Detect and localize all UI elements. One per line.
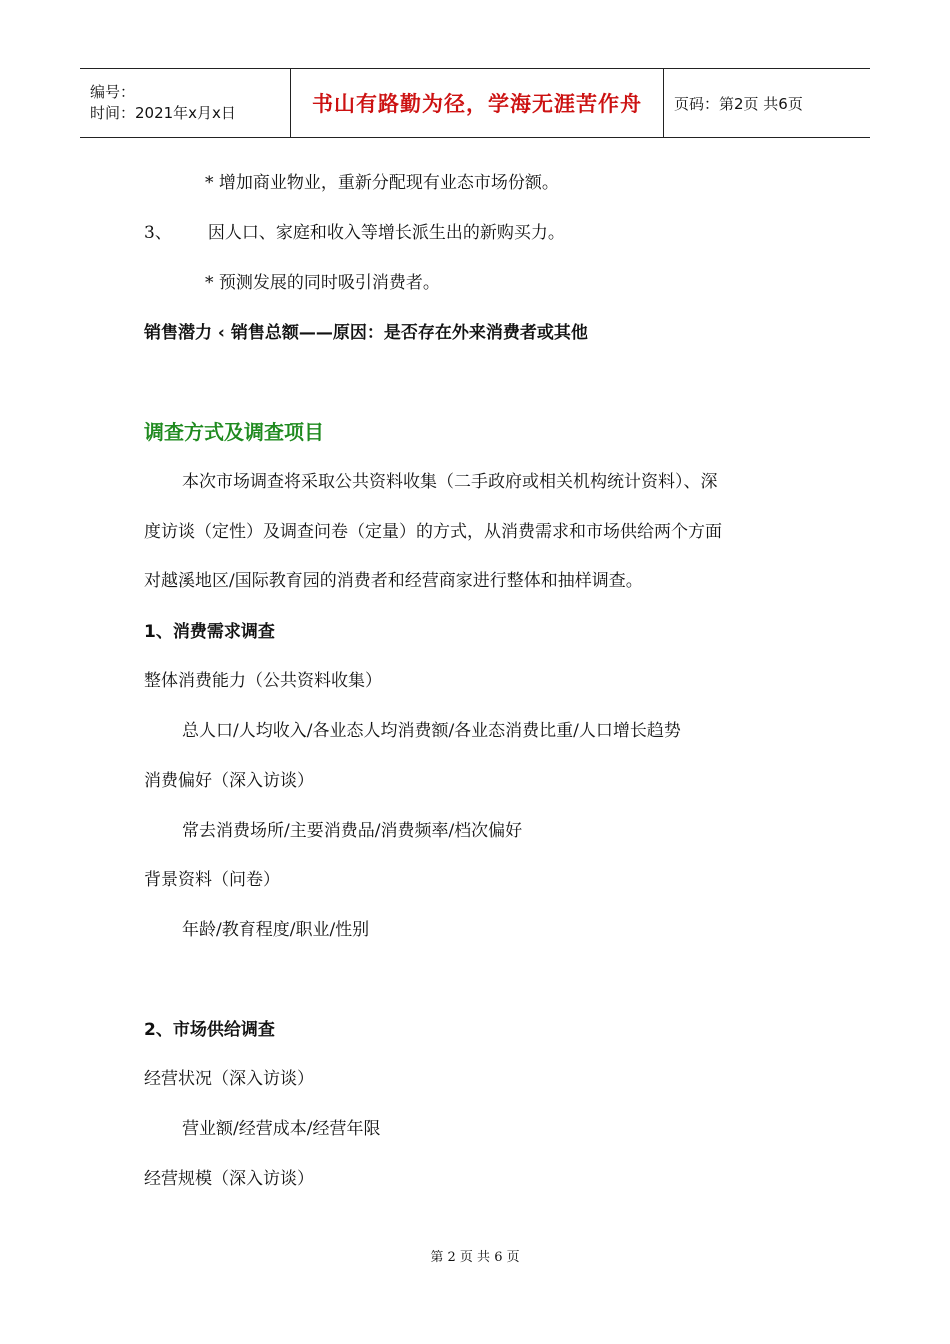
paragraph-line-2: 度访谈（定性）及调查问卷（定量）的方式，从消费需求和市场供给两个方面 [144, 522, 722, 542]
paragraph-line-3: 对越溪地区/国际教育园的消费者和经营商家进行整体和抽样调查。 [144, 571, 643, 591]
business-status-label: 经营状况（深入访谈） [144, 1069, 314, 1089]
background-label: 背景资料（问卷） [144, 870, 280, 890]
subsection-demand-title: 1、消费需求调查 [144, 622, 275, 642]
page-footer: 第 2 页 共 6 页 [430, 1250, 520, 1265]
bullet-forecast: * 预测发展的同时吸引消费者。 [205, 273, 440, 293]
preference-items: 常去消费场所/主要消费品/消费频率/档次偏好 [182, 821, 523, 841]
background-items: 年龄/教育程度/职业/性别 [182, 920, 370, 940]
overall-capacity-items: 总人口/人均收入/各业态人均消费额/各业态消费比重/人口增长趋势 [182, 721, 681, 741]
page-header [80, 68, 870, 138]
overall-capacity-label: 整体消费能力（公共资料收集） [144, 671, 382, 691]
motto-text: 书山有路勤为径，学海无涯苦作舟 [312, 92, 642, 116]
preference-label: 消费偏好（深入访谈） [144, 771, 314, 791]
list-item-3-text: 因人口、家庭和收入等增长派生出的新购买力。 [207, 223, 565, 243]
bullet-new-property: * 增加商业物业，重新分配现有业态市场份额。 [205, 173, 559, 193]
list-item-3 [144, 221, 565, 245]
doc-time: 时间：2021年x月x日 [90, 104, 236, 122]
header-meta [80, 69, 291, 137]
paragraph-line-1: 本次市场调查将采取公共资料收集（二手政府或相关机构统计资料）、深 [182, 472, 718, 492]
header-page-info: 页码：第2页 共6页 [674, 94, 803, 113]
subsection-supply-title: 2、市场供给调查 [144, 1020, 275, 1040]
doc-number: 编号： [90, 83, 136, 101]
section-title: 调查方式及调查项目 [144, 420, 324, 444]
business-status-items: 营业额/经营成本/经营年限 [182, 1119, 381, 1139]
list-item-3-number: 3、 [144, 223, 172, 243]
business-scale-label: 经营规模（深入访谈） [144, 1169, 314, 1189]
header-motto [291, 69, 664, 137]
sales-potential-line: 销售潜力 ‹ 销售总额——原因：是否存在外来消费者或其他 [144, 323, 588, 343]
